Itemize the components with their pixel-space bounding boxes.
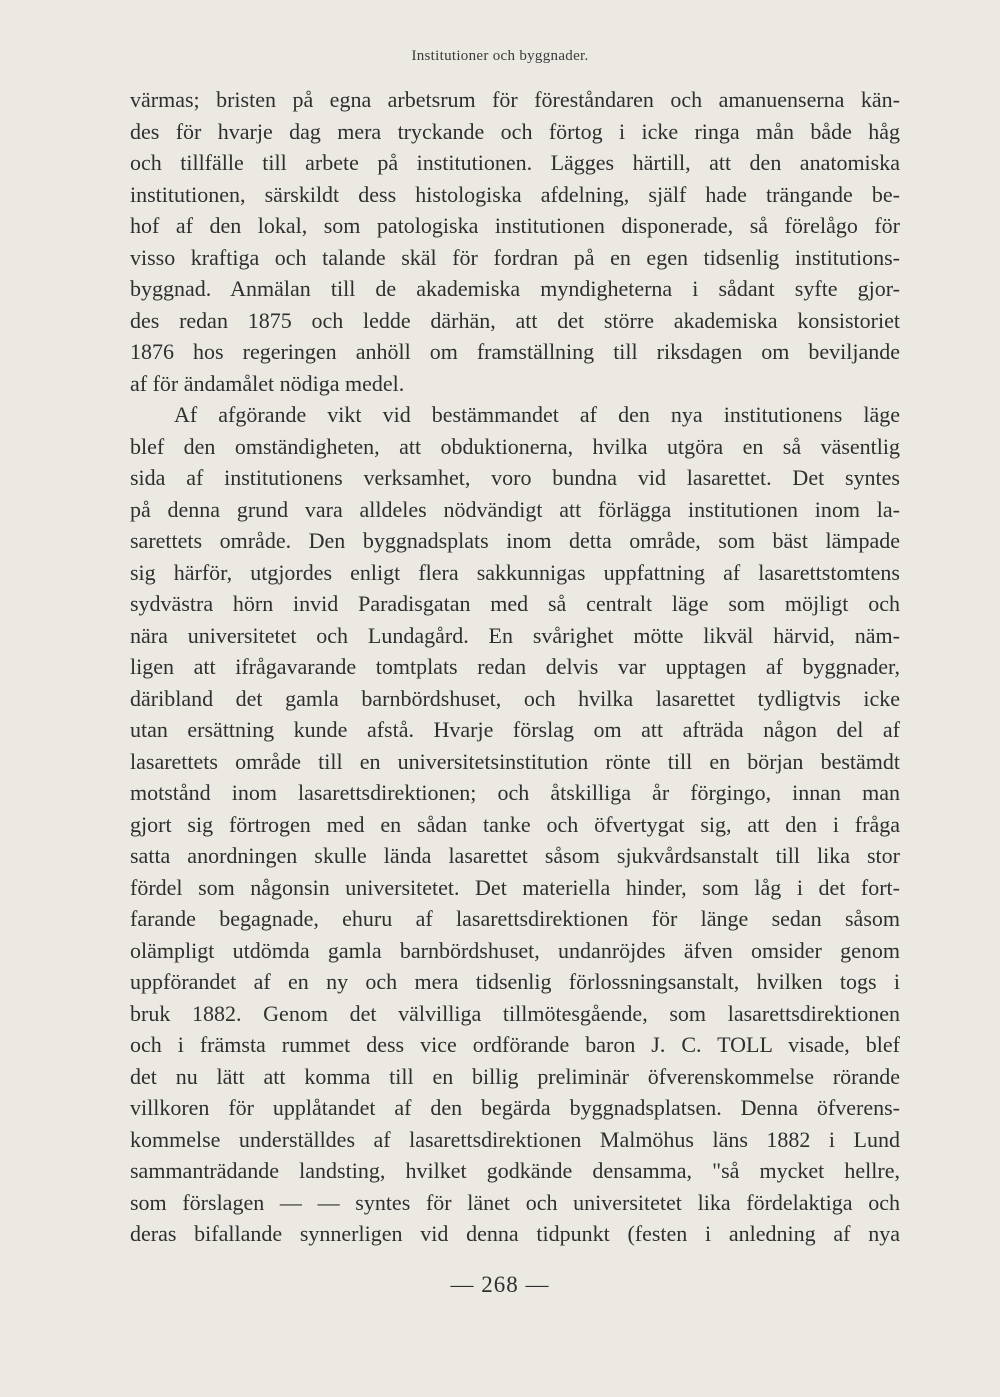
- text-line: des för hvarje dag mera tryckande och förtog i icke ringa mån både håg: [130, 118, 900, 144]
- text-line: deras bifallande synnerligen vid denna tidpunkt (festen i anledning af nya: [130, 1221, 900, 1246]
- text-line: institutionen, särskildt dess histologiska afdelning, själf hade trängande be-: [130, 181, 900, 207]
- text-line: hof af den lokal, som patologiska institutionen disponerade, så förelågo för: [130, 213, 900, 238]
- text-line: byggnad. Anmälan till de akademiska myndigheterna i sådant syfte gjor-: [130, 276, 900, 301]
- page-number: — 268 —: [450, 1272, 550, 1297]
- text-line: och tillfälle till arbete på institutionen. Lägges härtill, att den anatomiska: [130, 150, 900, 175]
- text-line: farande begagnade, ehuru af lasarettsdirektionen för länge sedan såsom: [130, 906, 900, 931]
- text-line: blef den omständigheten, att obduktionerna, hvilka utgöra en så väsentlig: [130, 433, 900, 459]
- text-line: des redan 1875 och ledde därhän, att det större akademiska konsistoriet: [130, 307, 900, 333]
- text-line: lasarettets område till en universitetsinstitution rönte till en början bestämdt: [130, 748, 900, 774]
- text-line: villkoren för upplåtandet af den begärda byggnadsplatsen. Denna öfverens-: [130, 1095, 900, 1120]
- text-line: olämpligt utdömda gamla barnbördshuset, undanröjdes äfven omsider genom: [130, 937, 900, 963]
- text-line: fördel som någonsin universitetet. Det materiella hinder, som låg i det fort-: [130, 874, 900, 900]
- text-line: bruk 1882. Genom det välvilliga tillmötesgående, som lasarettsdirektionen: [130, 1000, 900, 1026]
- text-line: nära universitetet och Lundagård. En svårighet mötte likväl härvid, näm-: [130, 622, 900, 648]
- text-line: ligen att ifrågavarande tomtplats redan delvis var upptagen af byggnader,: [130, 654, 900, 679]
- text-line: satta anordningen skulle lända lasarettet såsom sjukvårdsanstalt till lika stor: [130, 843, 900, 868]
- text-line: sig härför, utgjordes enligt flera sakkunnigas uppfattning af lasarettstomtens: [130, 559, 900, 585]
- body-text: [130, 84, 900, 1250]
- text-line: sida af institutionens verksamhet, voro bundna vid lasarettet. Det syntes: [130, 465, 900, 490]
- text-line: sammanträdande landsting, hvilket godkände densamma, "så mycket hellre,: [130, 1158, 900, 1183]
- text-line: uppförandet af en ny och mera tidsenlig förlossningsanstalt, hvilken togs i: [130, 969, 900, 994]
- text-line: däribland det gamla barnbördshuset, och hvilka lasarettet tydligtvis icke: [130, 685, 900, 711]
- paragraph-start-line: Af afgörande vikt vid bestämmandet af den nya institutionens läge: [174, 402, 900, 427]
- running-head: Institutioner och byggnader.: [411, 48, 589, 64]
- text-line: sydvästra hörn invid Paradisgatan med så centralt läge som möjligt och: [130, 591, 900, 616]
- paragraph-end-line: af för ändamålet nödiga medel.: [130, 370, 405, 396]
- text-line: kommelse underställdes af lasarettsdirektionen Malmöhus läns 1882 i Lund: [130, 1126, 900, 1152]
- text-line: 1876 hos regeringen anhöll om framställning till riksdagen om beviljande: [130, 339, 900, 364]
- text-line: och i främsta rummet dess vice ordförande baron J. C. TOLL visade, blef: [130, 1032, 900, 1057]
- text-line: sarettets område. Den byggnadsplats inom detta område, som bäst lämpade: [130, 528, 900, 553]
- text-line: på denna grund vara alldeles nödvändigt att förlägga institutionen inom la-: [130, 496, 900, 522]
- text-line: motstånd inom lasarettsdirektionen; och åtskilliga år förgingo, innan man: [130, 780, 900, 805]
- text-line: visso kraftiga och talande skäl för fordran på en egen tidsenlig institutions-: [130, 244, 900, 270]
- text-line: värmas; bristen på egna arbetsrum för föreståndaren och amanuenserna kän-: [130, 87, 900, 112]
- text-line: det nu lätt att komma till en billig preliminär öfverenskommelse rörande: [130, 1063, 900, 1089]
- text-line: gjort sig förtrogen med en sådan tanke och öfvertygat sig, att den i fråga: [130, 811, 900, 837]
- text-line: utan ersättning kunde afstå. Hvarje förslag om att afträda någon del af: [130, 717, 900, 742]
- text-line: som förslagen — — syntes för länet och universitetet lika fördelaktiga och: [130, 1189, 900, 1215]
